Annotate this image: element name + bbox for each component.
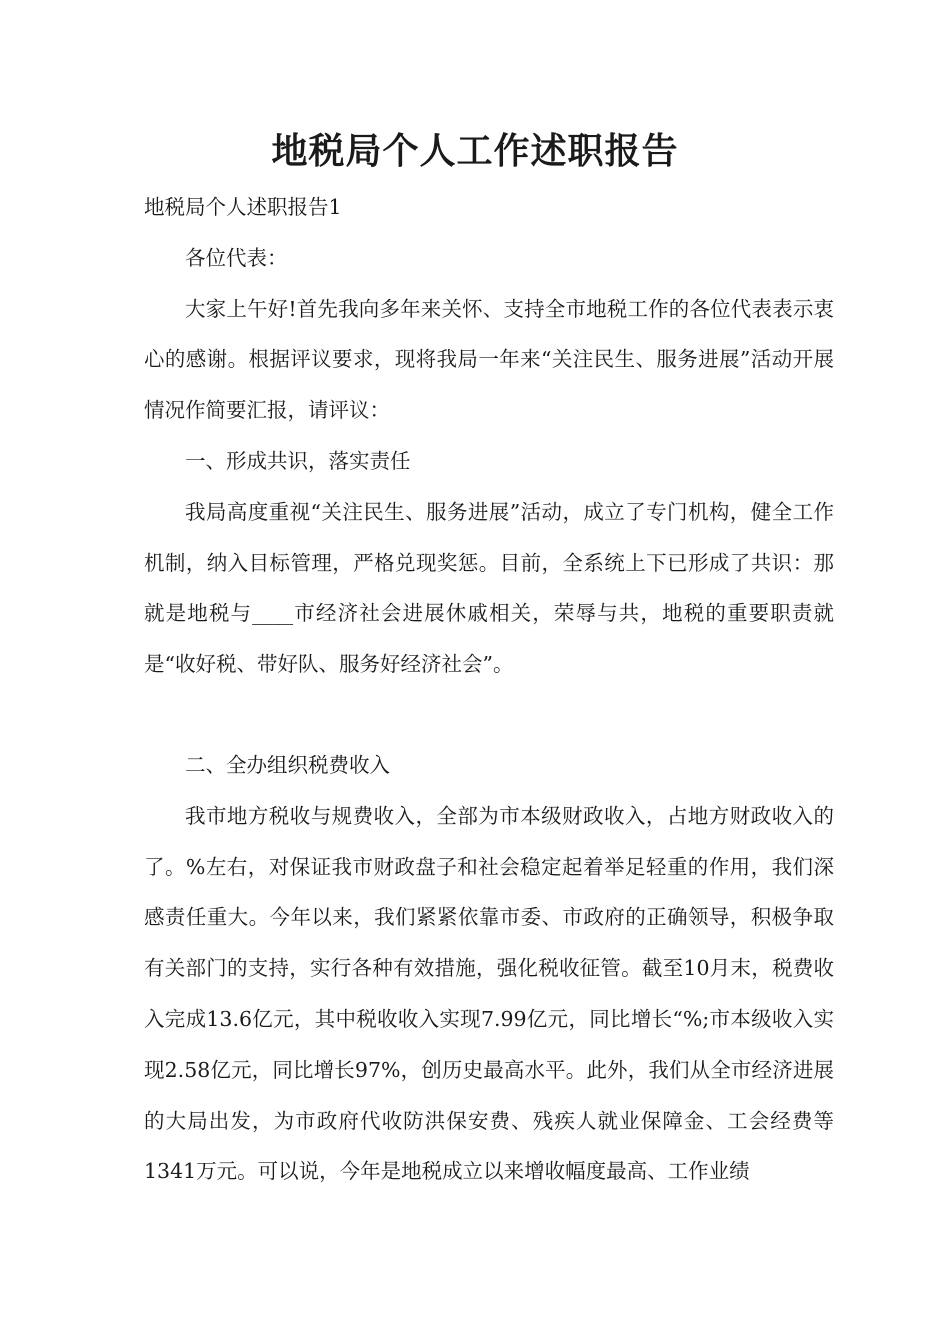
- document-title: 地税局个人工作述职报告: [271, 131, 679, 172]
- section-heading-1: 一、形成共识，落实责任: [185, 448, 411, 473]
- paragraph-opening: 大家上午好!首先我向多年来关怀、支持全市地税工作的各位代表表示衷心的感谢。根据评议要求，现将我局一年来“关注民生、服务进展”活动开展情况作简要汇报，请评议：: [144, 296, 834, 423]
- paragraph-revenue: 我市地方税收与规费收入，全部为市本级财政收入，占地方财政收入的了。%左右，对保证我市财政盘子和社会稳定起着举足轻重的作用，我们深感责任重大。今年以来，我们紧紧依靠市委、市政府的正确领导，积极争取有关部门的支持，实行各种有效措施，强化税收征管。截至10月末，税费收入完成13.6亿元，其中税收收入实现7.99亿元，同比增长“%;市本级收入实现2.58亿元，同比增长97%，创历史最高水平。此外，我们从全市经济进展的大局出发，为市政府代收防洪保安费、残疾人就业保障金、工会经费等1341万元。可以说，今年是地税成立以来增收幅度最高、工作业绩: [144, 803, 834, 1184]
- salutation: 各位代表：: [185, 245, 288, 270]
- document-subtitle: 地税局个人述职报告1: [144, 195, 342, 219]
- document-body: [144, 182, 834, 1197]
- blank-line: [144, 690, 834, 740]
- paragraph-consensus: 我局高度重视“关注民生、服务进展”活动，成立了专门机构，健全工作机制，纳入目标管理，严格兑现奖惩。目前，全系统上下已形成了共识：那就是地税与____市经济社会进展休戚相关，荣辱与共，地税的重要职责就是“收好税、带好队、服务好经济社会”。: [144, 499, 834, 677]
- section-heading-2: 二、全办组织税费收入: [185, 752, 390, 777]
